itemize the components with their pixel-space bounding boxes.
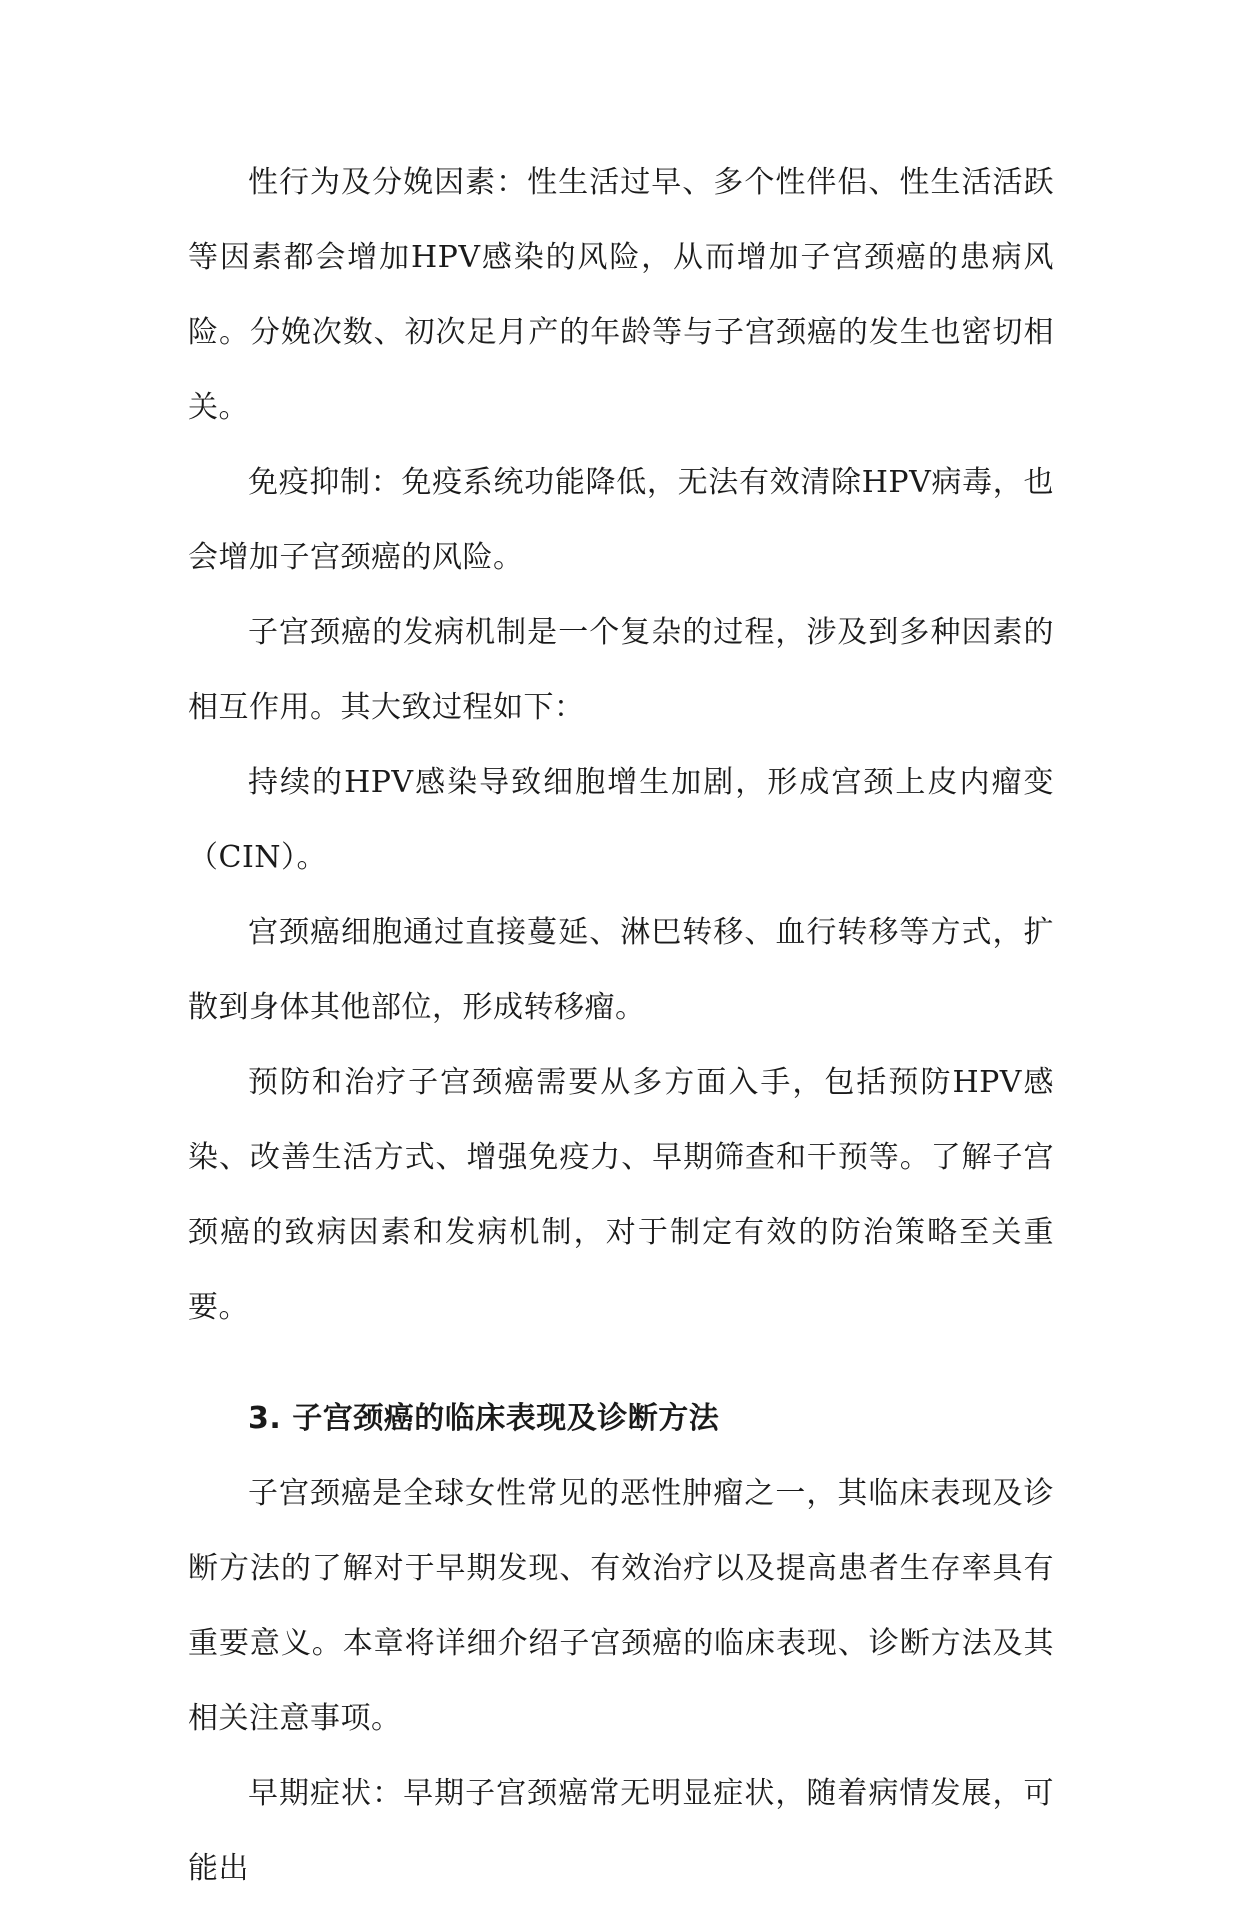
document-body bbox=[188, 145, 1054, 1906]
paragraph-hpv-cin: 持续的HPV感染导致细胞增生加剧，形成宫颈上皮内瘤变（CIN）。 bbox=[188, 765, 1054, 875]
paragraph-pathogenesis-intro: 子宫颈癌的发病机制是一个复杂的过程，涉及到多种因素的相互作用。其大致过程如下： bbox=[188, 615, 1054, 725]
paragraph-prevention-treatment: 预防和治疗子宫颈癌需要从多方面入手，包括预防HPV感染、改善生活方式、增强免疫力、早期筛查和干预等。了解子宫颈癌的致病因素和发病机制，对于制定有效的防治策略至关重要。 bbox=[188, 1065, 1054, 1325]
paragraph-sexual-behavior-factors: 性行为及分娩因素：性生活过早、多个性伴侣、性生活活跃等因素都会增加HPV感染的风险，从而增加子宫颈癌的患病风险。分娩次数、初次足月产的年龄等与子宫颈癌的发生也密切相关。 bbox=[188, 165, 1054, 425]
paragraph-clinical-intro: 子宫颈癌是全球女性常见的恶性肿瘤之一，其临床表现及诊断方法的了解对于早期发现、有效治疗以及提高患者生存率具有重要意义。本章将详细介绍子宫颈癌的临床表现、诊断方法及其相关注意事项。 bbox=[188, 1476, 1054, 1736]
paragraph-metastasis: 宫颈癌细胞通过直接蔓延、淋巴转移、血行转移等方式，扩散到身体其他部位，形成转移瘤。 bbox=[188, 915, 1054, 1025]
paragraph-early-symptoms: 早期症状：早期子宫颈癌常无明显症状，随着病情发展，可能出 bbox=[188, 1776, 1054, 1886]
section-heading: 3. 子宫颈癌的临床表现及诊断方法 bbox=[248, 1401, 720, 1436]
paragraph-immune-suppression: 免疫抑制：免疫系统功能降低，无法有效清除HPV病毒，也会增加子宫颈癌的风险。 bbox=[188, 465, 1054, 575]
